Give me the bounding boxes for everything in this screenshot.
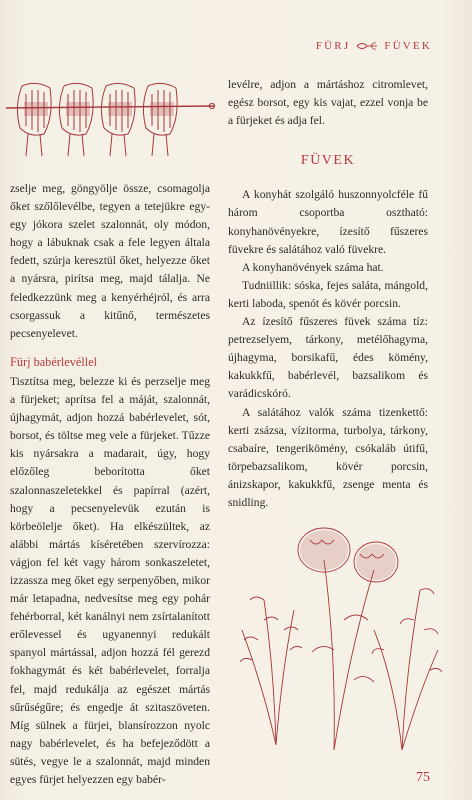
header-right: FÜVEK	[384, 40, 432, 52]
seasoning-herbs: Az ízesítő fűszeres füvek száma tíz: petrezselyem, tárkony, metélőhagyma, újhagyma, borsikafű, édes kömény, kakukkfű, babérlevél, bazsalikom és varádicskóró.	[228, 315, 428, 401]
kitchen-herbs-list: Tudniillik: sóska, fejes saláta, mángold, kerti laboda, spenót és kövér porcsin.	[228, 278, 428, 310]
kitchen-herbs-count: A konyhanövények száma hat.	[242, 260, 384, 274]
recipe-body: Tisztítsa meg, belezze ki és perzselje meg a fürjeket; aprítsa fel a máját, szalonnát, újhagymát, adjon hozzá babérlevelet, sót, borsot, és töltse meg vele a fürjeket. Tűzze kis nyársakra a madarait, úgy, hogy előzőleg beborította őket szalonnaszeletekkel és papírral (azért, hogy a pecsenyelevük ezután is körbeölelje őket). Ha elkészültek, az alábbi mártás kíséretében szervírozza: vágjon fel két vagy három sonkaszeletet, izzassza meg őket egy serpenyőben, mikor már letapadna, nedvesítse meg egy pohár fehérborral, két kanálnyi nem zsírtalanított erőlevessel és ugyanennyi redukált spanyol mártással, adjon hozzá fél gerezd fokhagymát és két babérlevelet, forralja fel, majd redukálja az egészet mártás sűrűségűre; és engedje át szitaszöveten. Míg sülnek a fürjei, blansírozzon nyolc nagy babérlevelet, és ha befejeződött a sütés, vegye le a szalonnát, majd minden egyes fürjet helyezzen egy babér-	[10, 374, 210, 786]
section-heading: FÜVEK	[300, 153, 356, 169]
header-left: FÜRJ	[315, 40, 351, 52]
herbs-intro: A konyhát szolgáló huszonnyolcféle fű három csoportba osztható: konyhanövényekre, ízesítő fűszeres füvekre és salátához való füvekre.	[228, 188, 428, 256]
left-column	[10, 180, 210, 789]
continuation-paragraph: levélre, adjon a mártáshoz citromlevet, egész borsot, egy kis vajat, ezzel vonja be a fürjeket és adja fel.	[228, 78, 428, 128]
running-header	[316, 40, 432, 52]
quail-skewer-illustration	[0, 76, 222, 166]
herb-bouquet-illustration	[224, 500, 446, 750]
intro-paragraph: zselje meg, göngyölje össze, csomagolja őket szőlőlevélbe, tegyen a tetejükre egy-egy jókora szelet szalonnát, oly módon, hogy a lábuknak csak a fele legyen általa fedett, szúrja keresztül őket, helyezze őket a nyársra, pirítsa meg, majd tálalja. Ne feledkezzünk meg a kenyérhéjról, és arra csorgassuk a kitűnő, természetes pecsenyelevet.	[10, 182, 210, 340]
right-column	[228, 76, 428, 512]
recipe-subtitle: Fürj babérlevéllel	[10, 354, 98, 369]
salad-herbs: A salátához valók száma tizenkettő: kerti zsázsa, vízitorma, turbolya, tárkony, csabaíre, tengerikömény, csókaláb útifű, törpebazsalikom, kövér porcsin, ánizskapor, kakukkfű, zsenge menta és snidling.	[228, 405, 428, 509]
leaf-ornament-icon	[356, 41, 378, 51]
page-number: 75	[416, 770, 430, 785]
